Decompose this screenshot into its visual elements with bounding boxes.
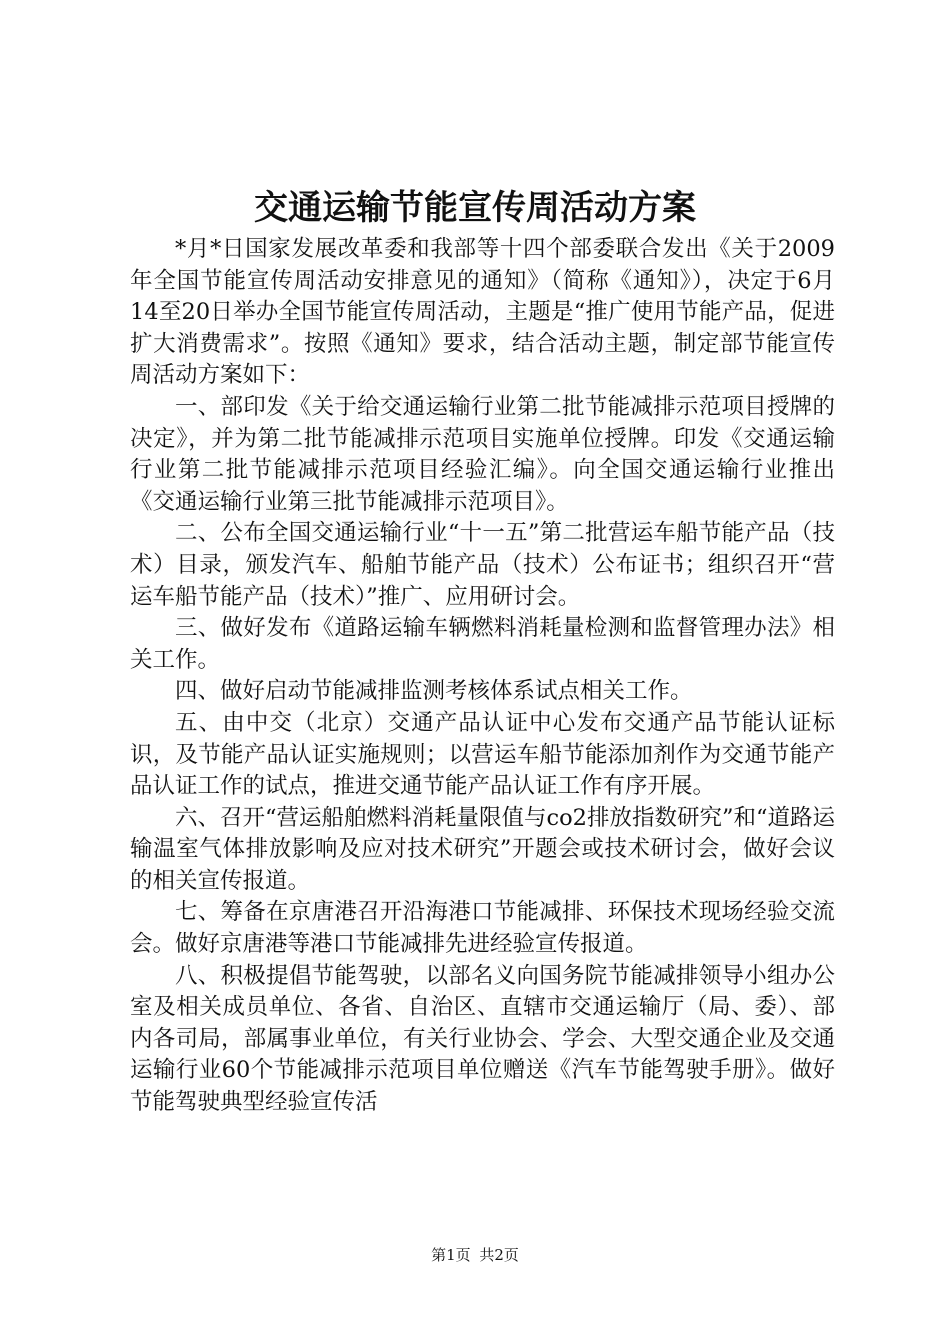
document-body [130, 234, 835, 1119]
document-title: 交通运输节能宣传周活动方案 [254, 188, 696, 228]
paragraph-item-4: 四、做好启动节能减排监测考核体系试点相关工作。 [175, 678, 693, 705]
paragraph-item-1: 一、部印发《关于给交通运输行业第二批节能减排示范项目授牌的决定》，并为第二批节能减排示范项目实施单位授牌。印发《交通运输行业第二批节能减排示范项目经验汇编》。向全国交通运输行业推出《交通运输行业第三批节能减排示范项目》。 [130, 393, 835, 515]
paragraph-item-3: 三、做好发布《道路运输车辆燃料消耗量检测和监督管理办法》相关工作。 [130, 615, 835, 673]
paragraph-item-2: 二、公布全国交通运输行业“十一五”第二批营运车船节能产品（技术）目录，颁发汽车、船舶节能产品（技术）公布证书；组织召开“营运车船节能产品（技术）”推广、应用研讨会。 [130, 520, 835, 610]
paragraph-item-6: 六、召开“营运船舶燃料消耗量限值与co2排放指数研究”和“道路运输温室气体排放影响及应对技术研究”开题会或技术研讨会，做好会议的相关宣传报道。 [130, 804, 835, 894]
paragraph-item-7: 七、筹备在京唐港召开沿海港口节能减排、环保技术现场经验交流会。做好京唐港等港口节能减排先进经验宣传报道。 [130, 899, 835, 958]
paragraph-intro: *月*日国家发展改革委和我部等十四个部委联合发出《关于2009年全国节能宣传周活动安排意见的通知》（简称《通知》），决定于6月14至20日举办全国节能宣传周活动，主题是“推广使用节能产品，促进扩大消费需求”。按照《通知》要求，结合活动主题，制定部节能宣传周活动方案如下： [130, 236, 835, 389]
paragraph-item-8: 八、积极提倡节能驾驶，以部名义向国务院节能减排领导小组办公室及相关成员单位、各省、自治区、直辖市交通运输厅（局、委）、部内各司局，部属事业单位，有关行业协会、学会、大型交通企业及交通运输行业60个节能减排示范项目单位赠送《汽车节能驾驶手册》。做好节能驾驶典型经验宣传活 [130, 962, 835, 1116]
page-footer [0, 1244, 950, 1266]
paragraph-item-5: 五、由中交（北京）交通产品认证中心发布交通产品节能认证标识，及节能产品认证实施规则；以营运车船节能添加剂作为交通节能产品认证工作的试点，推进交通节能产品认证工作有序开展。 [130, 709, 835, 800]
page-total: 共2页 [479, 1246, 519, 1264]
page-number: 第1页 [431, 1246, 471, 1264]
